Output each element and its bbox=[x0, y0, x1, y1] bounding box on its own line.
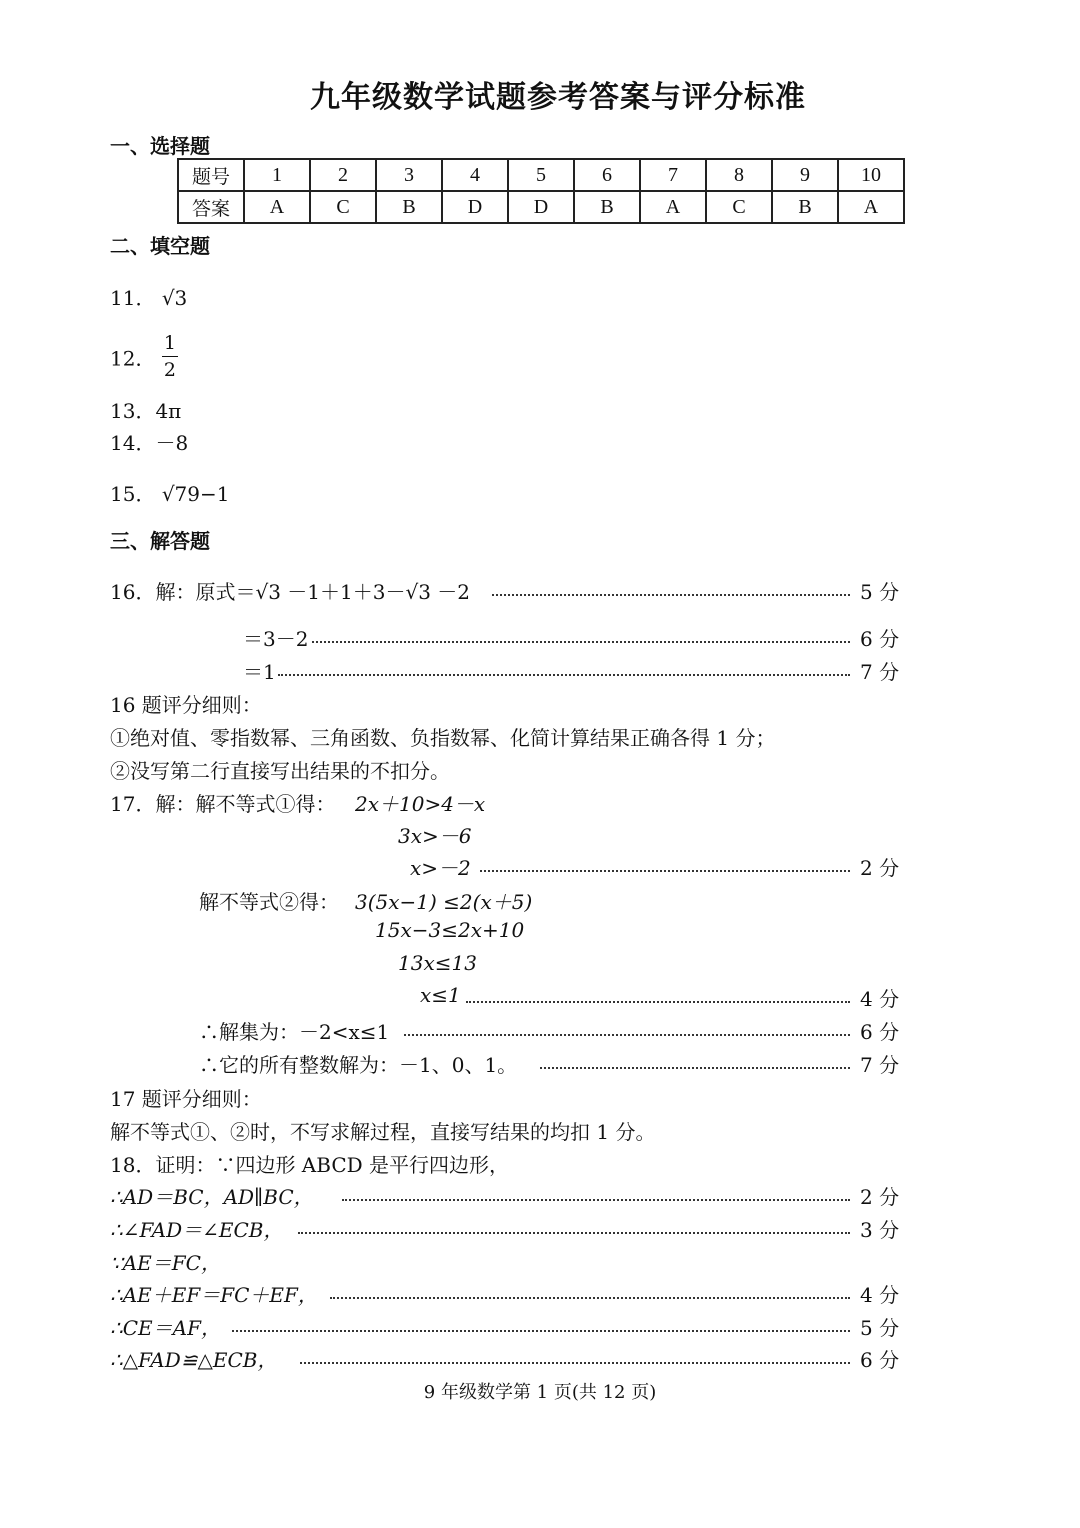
leader-dots bbox=[278, 674, 850, 676]
q12-fraction bbox=[162, 334, 178, 380]
leader-dots bbox=[466, 1001, 850, 1003]
q17-rubric-title: 17 题评分细则： bbox=[110, 1087, 262, 1111]
q16-line2-score: 6 分 bbox=[860, 627, 900, 651]
q17-line3: x>－2 bbox=[410, 856, 471, 880]
answer-table-answer-row bbox=[178, 191, 904, 223]
q16-line3-score: 7 分 bbox=[860, 660, 900, 684]
q18-line3-score: 3 分 bbox=[860, 1218, 900, 1242]
q16-line3: ＝1 bbox=[243, 660, 276, 684]
question-number-cell: 1 bbox=[244, 159, 310, 191]
q18-line6: ∴CE＝AF， bbox=[110, 1316, 221, 1340]
answer-cell: D bbox=[442, 191, 508, 223]
q16-line1-score: 5 分 bbox=[860, 580, 900, 604]
q17-line9-score: 7 分 bbox=[860, 1053, 900, 1077]
q17-line1-expr: 2x＋10>4－x bbox=[355, 792, 486, 816]
answer-cell: C bbox=[706, 191, 772, 223]
q18-line5: ∴AE＋EF＝FC＋EF， bbox=[110, 1283, 318, 1307]
leader-dots bbox=[342, 1199, 850, 1201]
leader-dots bbox=[300, 1362, 850, 1364]
q18-line5-score: 4 分 bbox=[860, 1283, 900, 1307]
q17-line8-score: 6 分 bbox=[860, 1020, 900, 1044]
answer-cell: B bbox=[376, 191, 442, 223]
q18-line4: ∵AE＝FC， bbox=[110, 1251, 221, 1275]
q16-rubric-title: 16 题评分细则： bbox=[110, 693, 262, 717]
q12-number: 12． bbox=[110, 346, 156, 371]
answer-cell: A bbox=[244, 191, 310, 223]
leader-dots bbox=[330, 1297, 850, 1299]
q17-line1-label: 17．解：解不等式①得： bbox=[110, 792, 336, 816]
q18-line7: ∴△FAD≌△ECB， bbox=[110, 1348, 278, 1372]
page-footer: 9 年级数学第 1 页(共 12 页) bbox=[423, 1382, 657, 1403]
q17-line9: ∴它的所有整数解为：－1、0、1。 bbox=[199, 1053, 518, 1077]
q15-answer bbox=[110, 478, 230, 507]
question-number-cell: 5 bbox=[508, 159, 574, 191]
leader-dots bbox=[312, 641, 850, 643]
q11-answer bbox=[110, 282, 187, 311]
leader-dots bbox=[298, 1232, 850, 1234]
q18-line7-score: 6 分 bbox=[860, 1348, 900, 1372]
question-number-cell: 10 bbox=[838, 159, 904, 191]
q17-line4-label: 解不等式②得： bbox=[199, 890, 339, 914]
q17-line6: 13x≤13 bbox=[398, 951, 477, 975]
q18-line3: ∴∠FAD＝∠ECB， bbox=[110, 1218, 284, 1242]
question-number-cell: 6 bbox=[574, 159, 640, 191]
question-number-cell: 2 bbox=[310, 159, 376, 191]
q17-line3-score: 2 分 bbox=[860, 856, 900, 880]
answer-cell: D bbox=[508, 191, 574, 223]
question-number-cell: 3 bbox=[376, 159, 442, 191]
q18-line2-score: 2 分 bbox=[860, 1185, 900, 1209]
answer-table bbox=[177, 158, 905, 224]
q13-answer: 13．4π bbox=[110, 399, 182, 423]
q17-rubric-item: 解不等式①、②时，不写求解过程，直接写结果的均扣 1 分。 bbox=[110, 1120, 656, 1144]
q12-numerator: 1 bbox=[162, 334, 178, 357]
q11-value: √3 bbox=[161, 286, 188, 310]
question-number-cell: 9 bbox=[772, 159, 838, 191]
q15-value: √79−1 bbox=[161, 482, 230, 506]
leader-dots bbox=[540, 1067, 850, 1069]
question-number-cell: 7 bbox=[640, 159, 706, 191]
section-choice-heading: 一、选择题 bbox=[110, 134, 210, 158]
answer-cell: A bbox=[838, 191, 904, 223]
question-number-cell: 4 bbox=[442, 159, 508, 191]
q12-answer bbox=[110, 334, 178, 380]
leader-dots bbox=[492, 594, 850, 596]
answer-row-label: 答案 bbox=[178, 191, 244, 223]
q16-rubric-item: ①绝对值、零指数幂、三角函数、负指数幂、化简计算结果正确各得 1 分； bbox=[110, 726, 776, 750]
page-title: 九年级数学试题参考答案与评分标准 bbox=[310, 80, 806, 115]
q16-rubric-item: ②没写第二行直接写出结果的不扣分。 bbox=[110, 759, 450, 783]
q12-denominator: 2 bbox=[163, 359, 176, 381]
q18-line6-score: 5 分 bbox=[860, 1316, 900, 1340]
q17-line5: 15x−3≤2x+10 bbox=[375, 918, 525, 942]
number-row-label: 题号 bbox=[178, 159, 244, 191]
answer-cell: C bbox=[310, 191, 376, 223]
q17-line7-score: 4 分 bbox=[860, 987, 900, 1011]
answer-cell: B bbox=[772, 191, 838, 223]
q15-number: 15． bbox=[110, 482, 156, 506]
q17-line4-expr: 3(5x−1) ≤2(x＋5) bbox=[355, 890, 533, 914]
q18-line1: 18．证明：∵四边形 ABCD 是平行四边形， bbox=[110, 1153, 510, 1177]
q17-line8: ∴解集为：－2<x≤1 bbox=[199, 1020, 390, 1044]
answer-cell: B bbox=[574, 191, 640, 223]
answer-cell: A bbox=[640, 191, 706, 223]
answer-table-number-row bbox=[178, 159, 904, 191]
q16-line2: ＝3－2 bbox=[243, 627, 309, 651]
q17-line7: x≤1 bbox=[420, 983, 461, 1007]
section-solve-heading: 三、解答题 bbox=[110, 529, 210, 553]
leader-dots bbox=[232, 1330, 850, 1332]
section-blank-heading: 二、填空题 bbox=[110, 234, 210, 258]
question-number-cell: 8 bbox=[706, 159, 772, 191]
q11-number: 11． bbox=[110, 286, 156, 310]
q14-answer: 14．－8 bbox=[110, 431, 189, 455]
leader-dots bbox=[480, 870, 850, 872]
q18-line2: ∴AD＝BC，AD∥BC， bbox=[110, 1185, 314, 1209]
q16-line1: 16．解：原式＝√3 －1＋1＋3－√3 －2 bbox=[110, 580, 470, 604]
q17-line2: 3x>－6 bbox=[398, 824, 472, 848]
leader-dots bbox=[404, 1034, 850, 1036]
